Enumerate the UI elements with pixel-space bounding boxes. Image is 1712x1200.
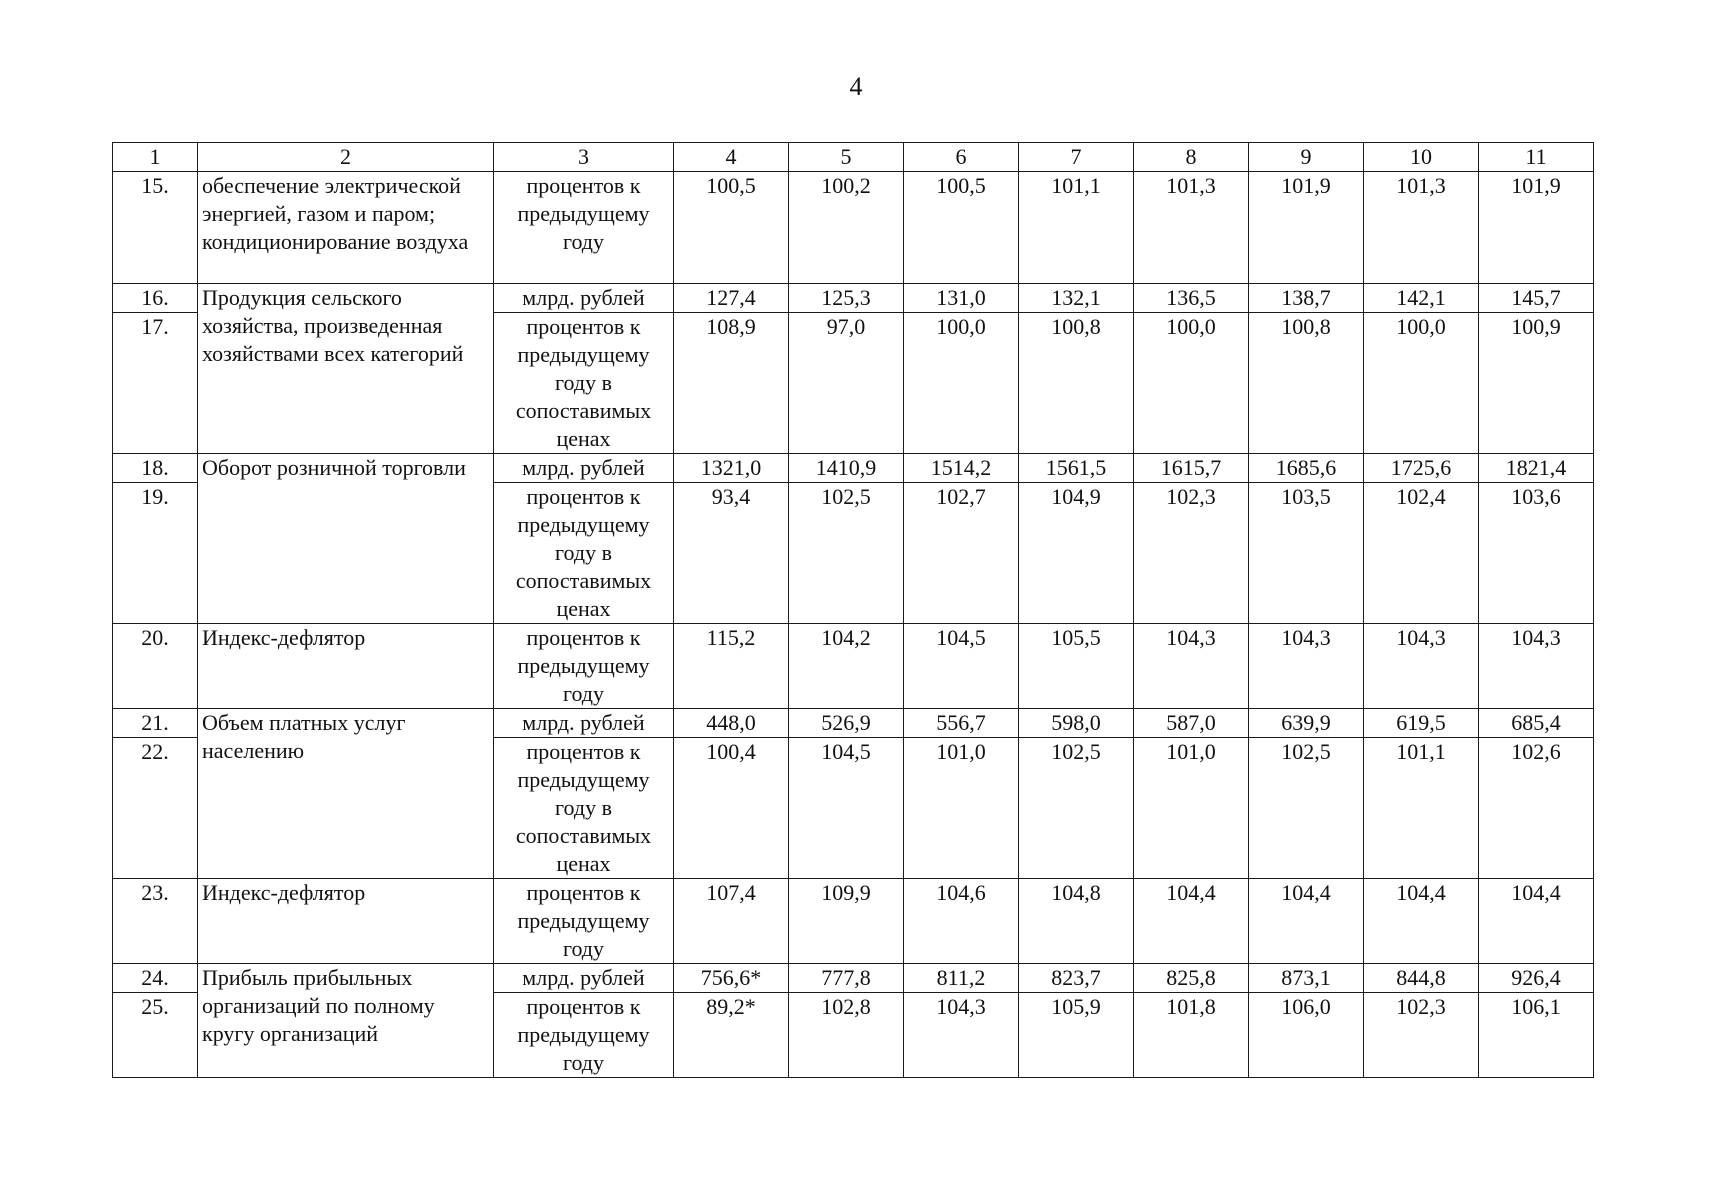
value-cell: 101,9 xyxy=(1249,172,1364,284)
value-cell: 132,1 xyxy=(1019,284,1134,313)
value-cell: 102,7 xyxy=(904,483,1019,624)
value-cell: 102,6 xyxy=(1479,738,1594,879)
value-cell: 100,0 xyxy=(904,313,1019,454)
header-cell: 10 xyxy=(1364,143,1479,172)
value-cell: 100,8 xyxy=(1019,313,1134,454)
value-cell: 104,9 xyxy=(1019,483,1134,624)
indicator-label: Прибыль прибыльных организаций по полному кругу организаций xyxy=(198,964,494,1078)
row-number: 25. xyxy=(113,993,198,1078)
value-cell: 1321,0 xyxy=(674,454,789,483)
value-cell: 101,1 xyxy=(1019,172,1134,284)
value-cell: 106,0 xyxy=(1249,993,1364,1078)
value-cell: 103,6 xyxy=(1479,483,1594,624)
header-cell: 8 xyxy=(1134,143,1249,172)
value-cell: 639,9 xyxy=(1249,709,1364,738)
indicator-label: обеспечение электрической энергией, газом и паром; кондиционирование воздуха xyxy=(198,172,494,284)
value-cell: 526,9 xyxy=(789,709,904,738)
table-row xyxy=(113,454,1594,483)
row-number: 18. xyxy=(113,454,198,483)
unit-cell: процентов к предыдущему году xyxy=(494,993,674,1078)
row-number: 15. xyxy=(113,172,198,284)
value-cell: 107,4 xyxy=(674,879,789,964)
value-cell: 926,4 xyxy=(1479,964,1594,993)
header-cell: 1 xyxy=(113,143,198,172)
table-row xyxy=(113,172,1594,284)
value-cell: 131,0 xyxy=(904,284,1019,313)
unit-cell: млрд. рублей xyxy=(494,454,674,483)
value-cell: 138,7 xyxy=(1249,284,1364,313)
value-cell: 101,3 xyxy=(1134,172,1249,284)
value-cell: 556,7 xyxy=(904,709,1019,738)
value-cell: 448,0 xyxy=(674,709,789,738)
value-cell: 136,5 xyxy=(1134,284,1249,313)
value-cell: 1561,5 xyxy=(1019,454,1134,483)
value-cell: 125,3 xyxy=(789,284,904,313)
unit-cell: млрд. рублей xyxy=(494,284,674,313)
indicator-label: Индекс-дефлятор xyxy=(198,879,494,964)
value-cell: 104,3 xyxy=(1134,624,1249,709)
value-cell: 106,1 xyxy=(1479,993,1594,1078)
row-number: 17. xyxy=(113,313,198,454)
value-cell: 100,8 xyxy=(1249,313,1364,454)
header-cell: 3 xyxy=(494,143,674,172)
table-row xyxy=(113,709,1594,738)
value-cell: 103,5 xyxy=(1249,483,1364,624)
value-cell: 108,9 xyxy=(674,313,789,454)
value-cell: 104,4 xyxy=(1479,879,1594,964)
indicator-label: Продукция сельского хозяйства, произведенная хозяйствами всех категорий xyxy=(198,284,494,454)
value-cell: 1615,7 xyxy=(1134,454,1249,483)
value-cell: 104,3 xyxy=(1479,624,1594,709)
unit-cell: процентов к предыдущему году в сопоставимых ценах xyxy=(494,483,674,624)
value-cell: 100,2 xyxy=(789,172,904,284)
value-cell: 104,3 xyxy=(1364,624,1479,709)
row-number: 19. xyxy=(113,483,198,624)
table-row xyxy=(113,284,1594,313)
value-cell: 105,5 xyxy=(1019,624,1134,709)
column-number-row xyxy=(113,143,1594,172)
value-cell: 89,2* xyxy=(674,993,789,1078)
value-cell: 756,6* xyxy=(674,964,789,993)
indicator-label: Оборот розничной торговли xyxy=(198,454,494,624)
unit-cell: млрд. рублей xyxy=(494,964,674,993)
value-cell: 102,3 xyxy=(1134,483,1249,624)
value-cell: 844,8 xyxy=(1364,964,1479,993)
value-cell: 1821,4 xyxy=(1479,454,1594,483)
value-cell: 115,2 xyxy=(674,624,789,709)
value-cell: 93,4 xyxy=(674,483,789,624)
page-number: 4 xyxy=(849,72,863,101)
value-cell: 102,5 xyxy=(1019,738,1134,879)
header-cell: 2 xyxy=(198,143,494,172)
value-cell: 100,5 xyxy=(674,172,789,284)
value-cell: 105,9 xyxy=(1019,993,1134,1078)
header-cell: 9 xyxy=(1249,143,1364,172)
value-cell: 1410,9 xyxy=(789,454,904,483)
header-cell: 7 xyxy=(1019,143,1134,172)
value-cell: 811,2 xyxy=(904,964,1019,993)
indicator-label: Индекс-дефлятор xyxy=(198,624,494,709)
value-cell: 101,0 xyxy=(904,738,1019,879)
header-cell: 6 xyxy=(904,143,1019,172)
value-cell: 823,7 xyxy=(1019,964,1134,993)
value-cell: 100,9 xyxy=(1479,313,1594,454)
value-cell: 100,0 xyxy=(1364,313,1479,454)
value-cell: 101,8 xyxy=(1134,993,1249,1078)
value-cell: 619,5 xyxy=(1364,709,1479,738)
value-cell: 777,8 xyxy=(789,964,904,993)
value-cell: 127,4 xyxy=(674,284,789,313)
indicator-label: Объем платных услуг населению xyxy=(198,709,494,879)
value-cell: 104,3 xyxy=(904,993,1019,1078)
value-cell: 104,3 xyxy=(1249,624,1364,709)
header-cell: 4 xyxy=(674,143,789,172)
value-cell: 100,0 xyxy=(1134,313,1249,454)
row-number: 16. xyxy=(113,284,198,313)
value-cell: 102,5 xyxy=(789,483,904,624)
value-cell: 104,5 xyxy=(789,738,904,879)
value-cell: 104,8 xyxy=(1019,879,1134,964)
value-cell: 101,0 xyxy=(1134,738,1249,879)
value-cell: 598,0 xyxy=(1019,709,1134,738)
value-cell: 825,8 xyxy=(1134,964,1249,993)
table-row xyxy=(113,879,1594,964)
value-cell: 873,1 xyxy=(1249,964,1364,993)
unit-cell: млрд. рублей xyxy=(494,709,674,738)
value-cell: 100,4 xyxy=(674,738,789,879)
table-row xyxy=(113,964,1594,993)
unit-cell: процентов к предыдущему году в сопоставимых ценах xyxy=(494,738,674,879)
value-cell: 685,4 xyxy=(1479,709,1594,738)
value-cell: 145,7 xyxy=(1479,284,1594,313)
value-cell: 101,1 xyxy=(1364,738,1479,879)
value-cell: 1685,6 xyxy=(1249,454,1364,483)
row-number: 23. xyxy=(113,879,198,964)
unit-cell: процентов к предыдущему году xyxy=(494,624,674,709)
row-number: 24. xyxy=(113,964,198,993)
value-cell: 97,0 xyxy=(789,313,904,454)
row-number: 22. xyxy=(113,738,198,879)
value-cell: 1514,2 xyxy=(904,454,1019,483)
unit-cell: процентов к предыдущему году xyxy=(494,172,674,284)
value-cell: 101,3 xyxy=(1364,172,1479,284)
value-cell: 104,4 xyxy=(1134,879,1249,964)
row-number: 21. xyxy=(113,709,198,738)
value-cell: 101,9 xyxy=(1479,172,1594,284)
value-cell: 104,6 xyxy=(904,879,1019,964)
indicators-table xyxy=(112,142,1594,1078)
table-row xyxy=(113,624,1594,709)
value-cell: 102,5 xyxy=(1249,738,1364,879)
unit-cell: процентов к предыдущему году xyxy=(494,879,674,964)
value-cell: 104,4 xyxy=(1364,879,1479,964)
value-cell: 102,8 xyxy=(789,993,904,1078)
value-cell: 1725,6 xyxy=(1364,454,1479,483)
row-number: 20. xyxy=(113,624,198,709)
value-cell: 100,5 xyxy=(904,172,1019,284)
value-cell: 102,4 xyxy=(1364,483,1479,624)
value-cell: 104,5 xyxy=(904,624,1019,709)
unit-cell: процентов к предыдущему году в сопоставимых ценах xyxy=(494,313,674,454)
value-cell: 104,2 xyxy=(789,624,904,709)
header-cell: 11 xyxy=(1479,143,1594,172)
header-cell: 5 xyxy=(789,143,904,172)
value-cell: 102,3 xyxy=(1364,993,1479,1078)
value-cell: 587,0 xyxy=(1134,709,1249,738)
value-cell: 109,9 xyxy=(789,879,904,964)
value-cell: 104,4 xyxy=(1249,879,1364,964)
value-cell: 142,1 xyxy=(1364,284,1479,313)
